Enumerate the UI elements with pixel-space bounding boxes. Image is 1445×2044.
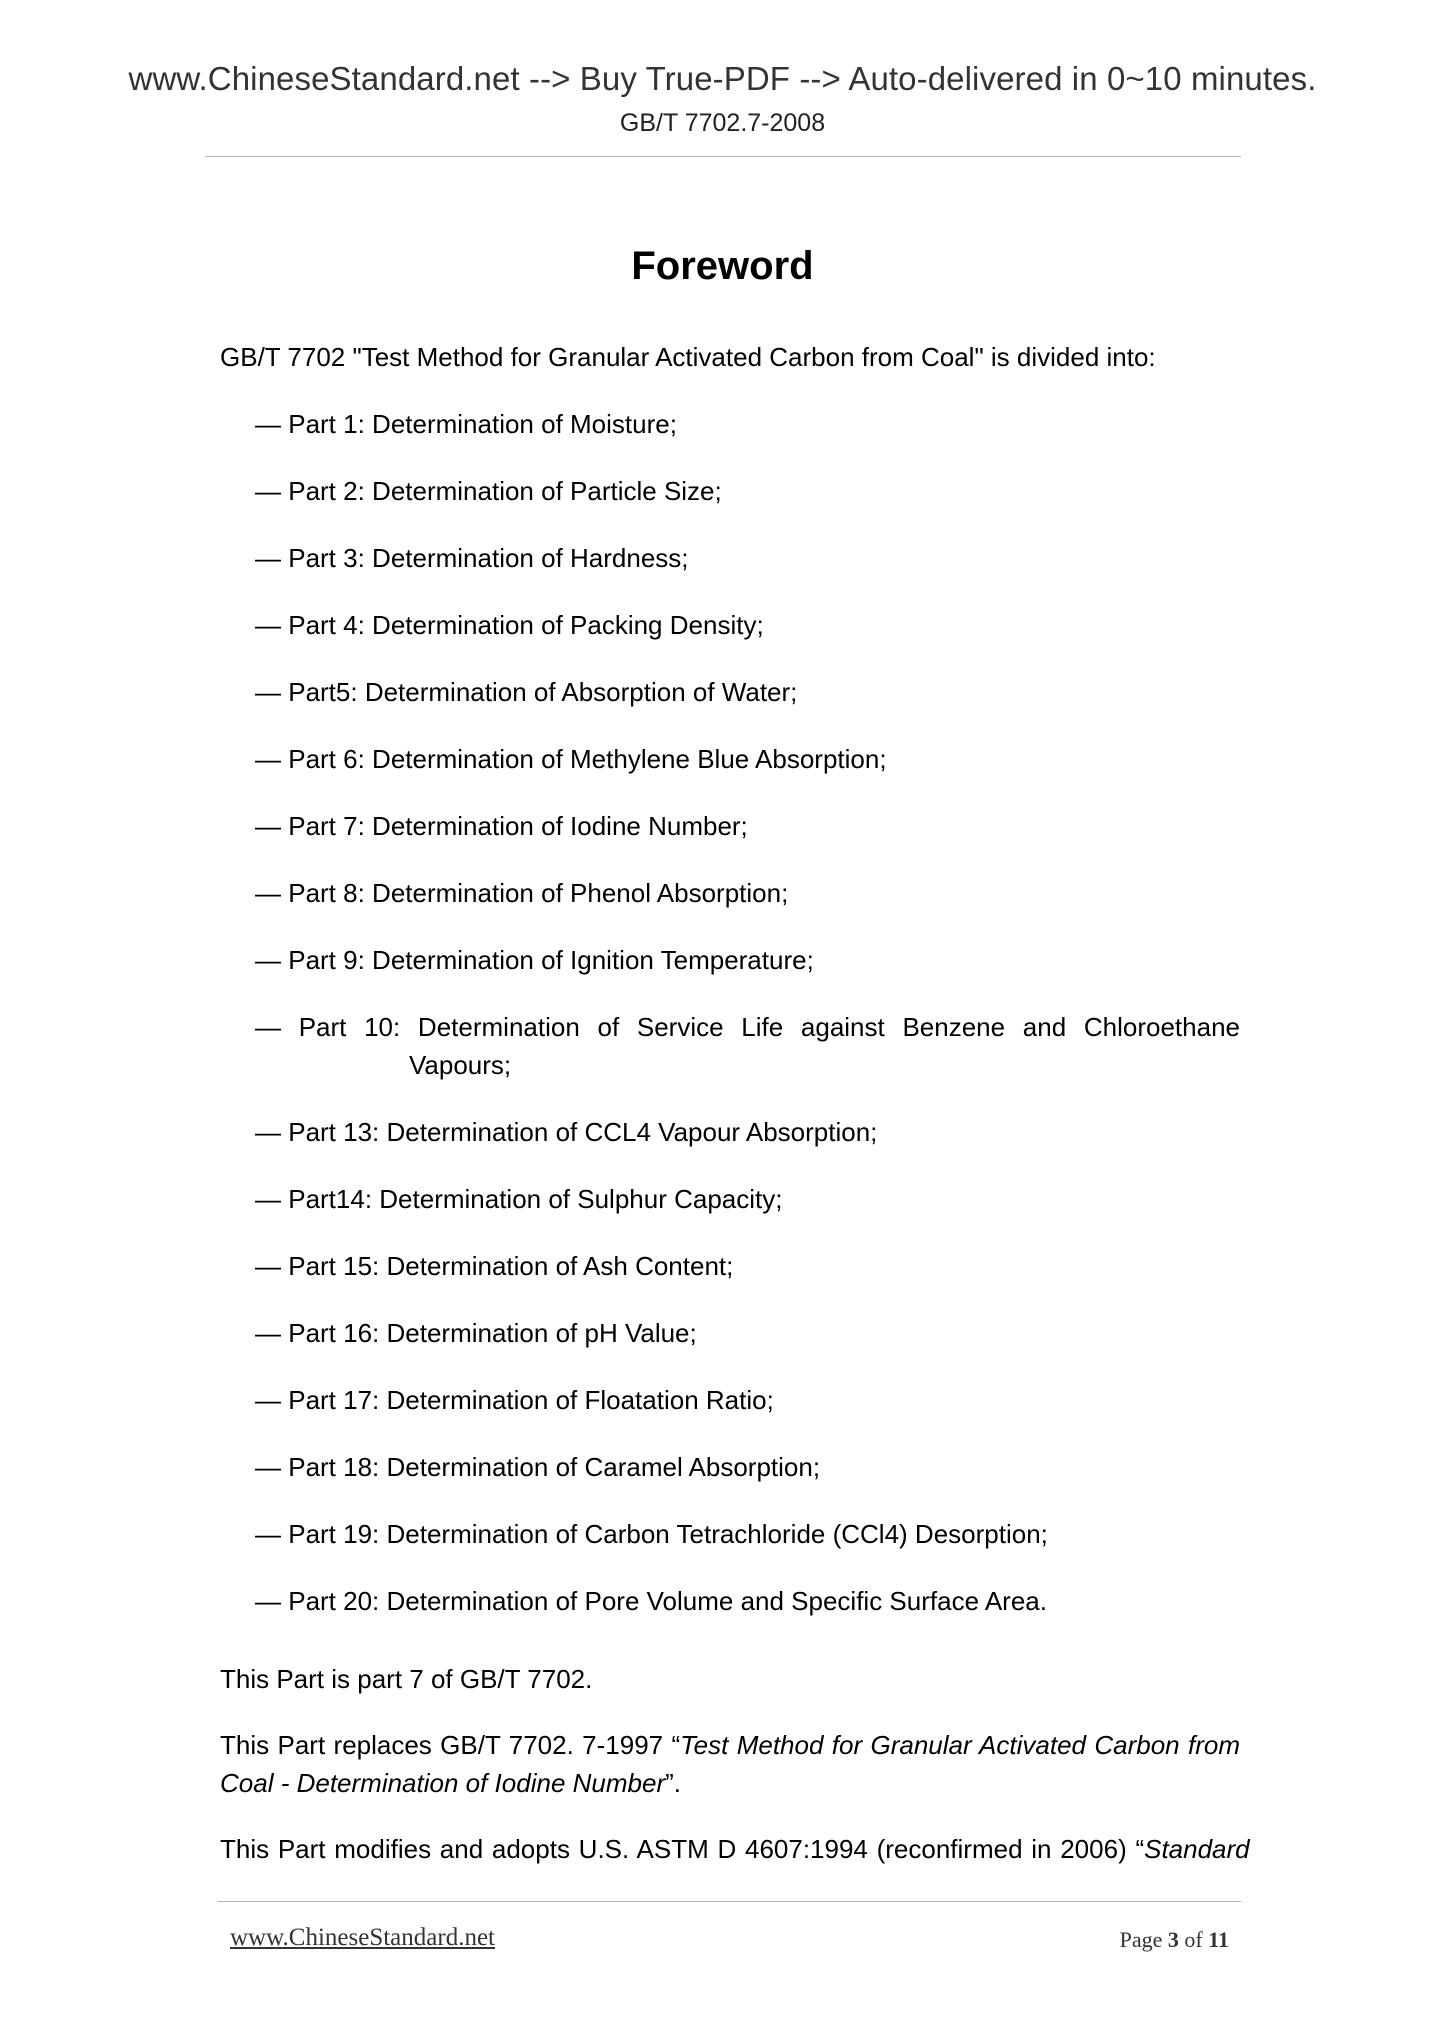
list-item: — Part 8: Determination of Phenol Absorption; (255, 878, 789, 908)
list-item: — Part 3: Determination of Hardness; (255, 543, 689, 573)
page-current: 3 (1167, 1927, 1179, 1952)
standard-code: GB/T 7702.7-2008 (619, 109, 826, 137)
list-item-continuation: Vapours; (409, 1050, 512, 1080)
page-title: Foreword (631, 244, 814, 288)
list-item: — Part14: Determination of Sulphur Capacity; (255, 1184, 783, 1214)
page-total: 11 (1208, 1927, 1229, 1952)
of-word: of (1184, 1927, 1203, 1952)
adoption-text: This Part modifies and adopts U.S. ASTM D 4607:1994 (reconfirmed in 2006) “ (220, 1834, 1145, 1864)
replaces-paragraph (220, 1726, 1240, 1802)
list-item: — Part 13: Determination of CCL4 Vapour Absorption; (255, 1117, 878, 1147)
part-number-paragraph: This Part is part 7 of GB/T 7702. (220, 1664, 593, 1694)
list-item: — Part 9: Determination of Ignition Temperature; (255, 945, 814, 975)
list-item: — Part 7: Determination of Iodine Number; (255, 811, 748, 841)
list-item: — Part 18: Determination of Caramel Absorption; (255, 1452, 821, 1482)
intro-paragraph: GB/T 7702 "Test Method for Granular Activated Carbon from Coal" is divided into: (220, 342, 1156, 372)
replaces-suffix: ”. (665, 1768, 681, 1798)
list-item: — Part 20: Determination of Pore Volume and Specific Surface Area. (255, 1586, 1047, 1616)
list-item: — Part 15: Determination of Ash Content; (255, 1251, 734, 1281)
list-item: — Part 6: Determination of Methylene Blue Absorption; (255, 744, 887, 774)
adoption-paragraph (220, 1830, 1250, 1868)
list-item: — Part 16: Determination of pH Value; (255, 1318, 697, 1348)
replaces-text: This Part replaces GB/T 7702. 7-1997 “ (220, 1730, 681, 1760)
list-item-text: — Part 10: Determination of Service Life against Benzene and Chloroethane (255, 1012, 1240, 1042)
list-item: — Part 19: Determination of Carbon Tetrachloride (CCl4) Desorption; (255, 1519, 1048, 1549)
list-item: — Part5: Determination of Absorption of Water; (255, 677, 798, 707)
parts-list (255, 405, 1240, 1649)
page-number (1120, 1927, 1229, 1953)
list-item (255, 1008, 1240, 1084)
list-item: — Part 4: Determination of Packing Density; (255, 610, 764, 640)
page-word: Page (1119, 1927, 1163, 1952)
list-item: — Part 17: Determination of Floatation Ratio; (255, 1385, 774, 1415)
footer-divider (217, 1901, 1241, 1902)
adopted-standard-title: Standard (1144, 1834, 1250, 1864)
list-item: — Part 1: Determination of Moisture; (255, 409, 677, 439)
footer-site-link[interactable]: www.ChineseStandard.net (230, 1924, 495, 1951)
header-divider (205, 156, 1241, 157)
list-item: — Part 2: Determination of Particle Size; (255, 476, 722, 506)
header-banner: www.ChineseStandard.net --> Buy True-PDF --> Auto-delivered in 0~10 minutes. (128, 60, 1317, 97)
replaced-standard-title: Test Method for Granular Activated Carbon from Coal - Determination of Iodine Number (220, 1730, 1240, 1798)
